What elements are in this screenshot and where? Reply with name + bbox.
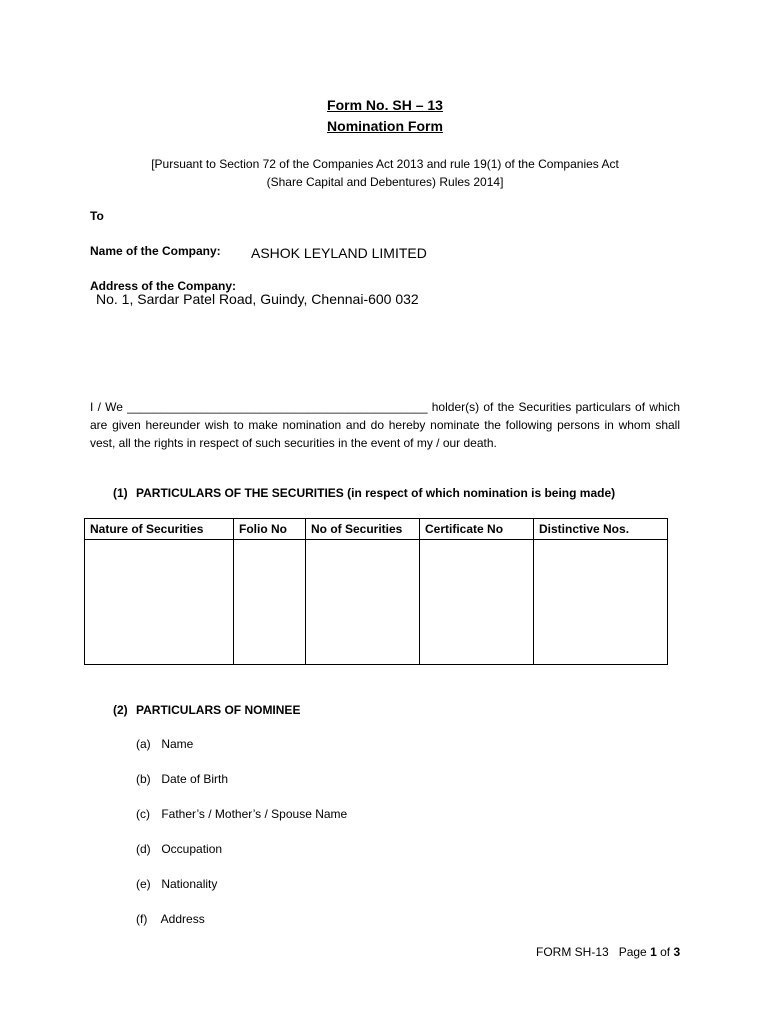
nominee-item-address — [136, 912, 205, 926]
column-header: Distinctive Nos. — [534, 519, 668, 540]
item-text: Occupation — [161, 842, 223, 856]
item-text: Date of Birth — [161, 772, 229, 786]
item-label: (c) — [136, 807, 150, 821]
nominee-item-dob — [136, 772, 228, 786]
page-total: 3 — [673, 945, 681, 959]
company-name-label: Name of the Company: — [90, 244, 221, 258]
certificate-cell[interactable] — [420, 540, 534, 665]
declaration-paragraph: I / We _____________________________________________ holder(s) of the Securities particulars of which are given hereunder wish to make nomination and do hereby nominate the following persons in whom shall vest, all the rights in respect of such securities in the event of my / our death. — [90, 400, 680, 450]
page-current: 1 — [650, 945, 657, 959]
nominee-item-nationality — [136, 877, 217, 891]
company-name-value: ASHOK LEYLAND LIMITED — [251, 245, 427, 261]
column-header: Folio No — [234, 519, 306, 540]
column-header: Nature of Securities — [85, 519, 234, 540]
table-header-row — [85, 519, 668, 540]
item-text: Nationality — [161, 877, 218, 891]
nature-cell[interactable] — [85, 540, 234, 665]
page-footer — [536, 945, 680, 959]
form-reference: FORM SH-13 — [536, 945, 609, 959]
section1-heading: PARTICULARS OF THE SECURITIES (in respect of which nomination is being made) — [136, 486, 616, 500]
pursuant-line-2: (Share Capital and Debentures) Rules 2014] — [266, 175, 504, 189]
page-word: Page — [618, 945, 647, 959]
item-text: Name — [161, 737, 194, 751]
item-label: (a) — [136, 737, 151, 751]
item-text: Address — [160, 912, 205, 926]
form-title: Form No. SH – 13 — [327, 97, 443, 113]
of-word: of — [660, 945, 671, 959]
company-address-label: Address of the Company: — [90, 279, 237, 293]
securities-table — [84, 518, 668, 665]
section1-number: (1) — [113, 486, 128, 500]
item-label: (e) — [136, 877, 151, 891]
item-label: (f) — [136, 912, 148, 926]
column-header: Certificate No — [420, 519, 534, 540]
to-label: To — [90, 209, 104, 223]
form-subtitle: Nomination Form — [327, 118, 443, 134]
nominee-item-occupation — [136, 842, 222, 856]
item-text: Father’s / Mother’s / Spouse Name — [161, 807, 348, 821]
item-label: (b) — [136, 772, 151, 786]
column-header: No of Securities — [306, 519, 420, 540]
section2-heading: PARTICULARS OF NOMINEE — [136, 703, 301, 717]
distinctive-cell[interactable] — [534, 540, 668, 665]
quantity-cell[interactable] — [306, 540, 420, 665]
nominee-item-parent — [136, 807, 347, 821]
item-label: (d) — [136, 842, 151, 856]
folio-cell[interactable] — [234, 540, 306, 665]
nominee-item-name — [136, 737, 193, 751]
company-address-value: No. 1, Sardar Patel Road, Guindy, Chennai-600 032 — [96, 291, 419, 307]
pursuant-line-1: [Pursuant to Section 72 of the Companies Act 2013 and rule 19(1) of the Companies Act — [151, 157, 619, 171]
table-row — [85, 540, 668, 665]
section2-number: (2) — [113, 703, 128, 717]
